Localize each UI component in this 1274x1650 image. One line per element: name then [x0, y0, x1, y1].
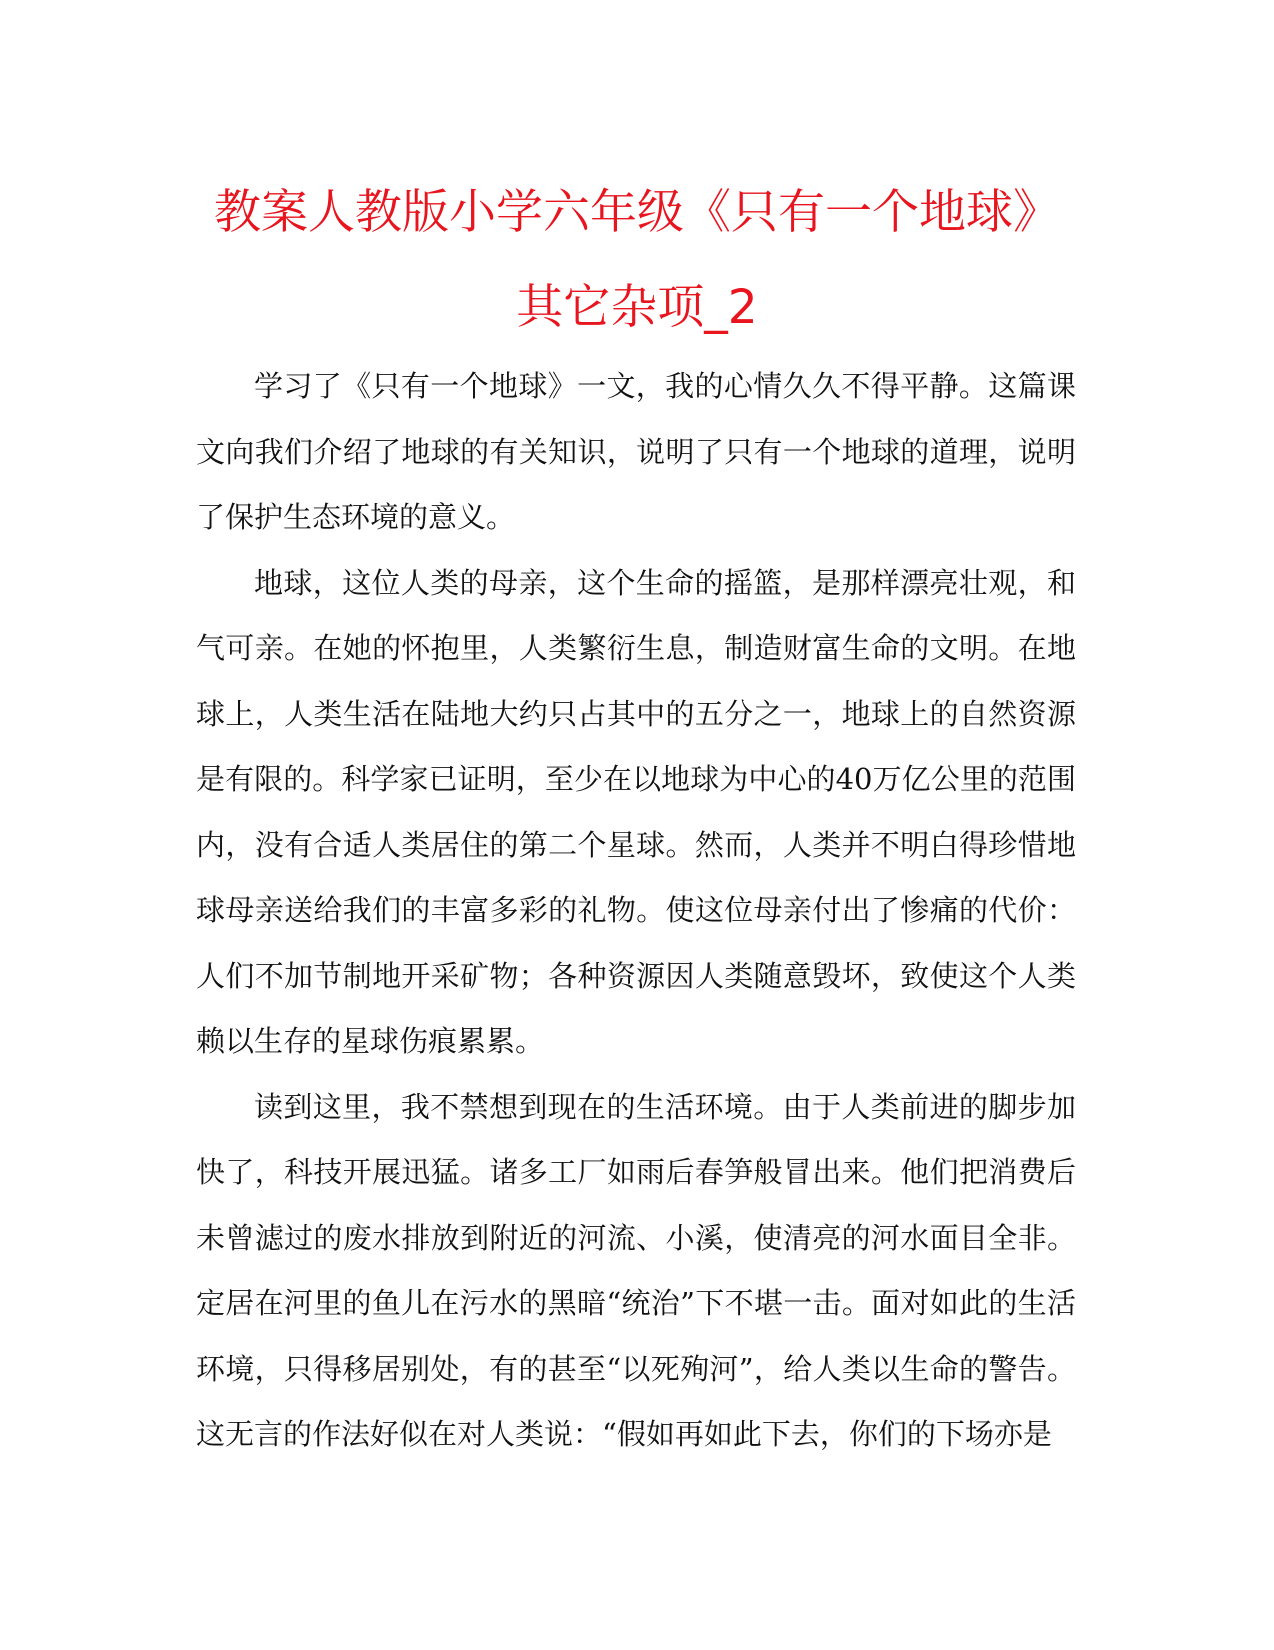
document-title-line-1: 教案人教版小学六年级《只有一个地球》	[214, 185, 1060, 240]
document-body	[196, 354, 1076, 1468]
paragraph-3: 读到这里，我不禁想到现在的生活环境。由于人类前进的脚步加快了，科技开展迅猛。诸多工厂如雨后春笋般冒出来。他们把消费后未曾滤过的废水排放到附近的河流、小溪，使清亮的河水面目全非。定居在河里的鱼儿在污水的黑暗“统治”下不堪一击。面对如此的生活环境，只得移居别处，有的甚至“以死殉河”，给人类以生命的警告。这无言的作法好似在对人类说：“假如再如此下去，你们的下场亦是	[196, 1089, 1076, 1451]
paragraph-1: 学习了《只有一个地球》一文，我的心情久久不得平静。这篇课文向我们介绍了地球的有关知识，说明了只有一个地球的道理，说明了保护生态环境的意义。	[196, 369, 1076, 534]
document-title-line-2: 其它杂项_2	[516, 280, 758, 335]
paragraph-2: 地球，这位人类的母亲，这个生命的摇篮，是那样漂亮壮观，和气可亲。在她的怀抱里，人类繁衍生息，制造财富生命的文明。在地球上，人类生活在陆地大约只占其中的五分之一，地球上的自然资源是有限的。科学家已证明，至少在以地球为中心的40万亿公里的范围内，没有合适人类居住的第二个星球。然而，人类并不明白得珍惜地球母亲送给我们的丰富多彩的礼物。使这位母亲付出了惨痛的代价：人们不加节制地开采矿物；各种资源因人类随意毁坏，致使这个人类赖以生存的星球伤痕累累。	[196, 565, 1076, 1058]
